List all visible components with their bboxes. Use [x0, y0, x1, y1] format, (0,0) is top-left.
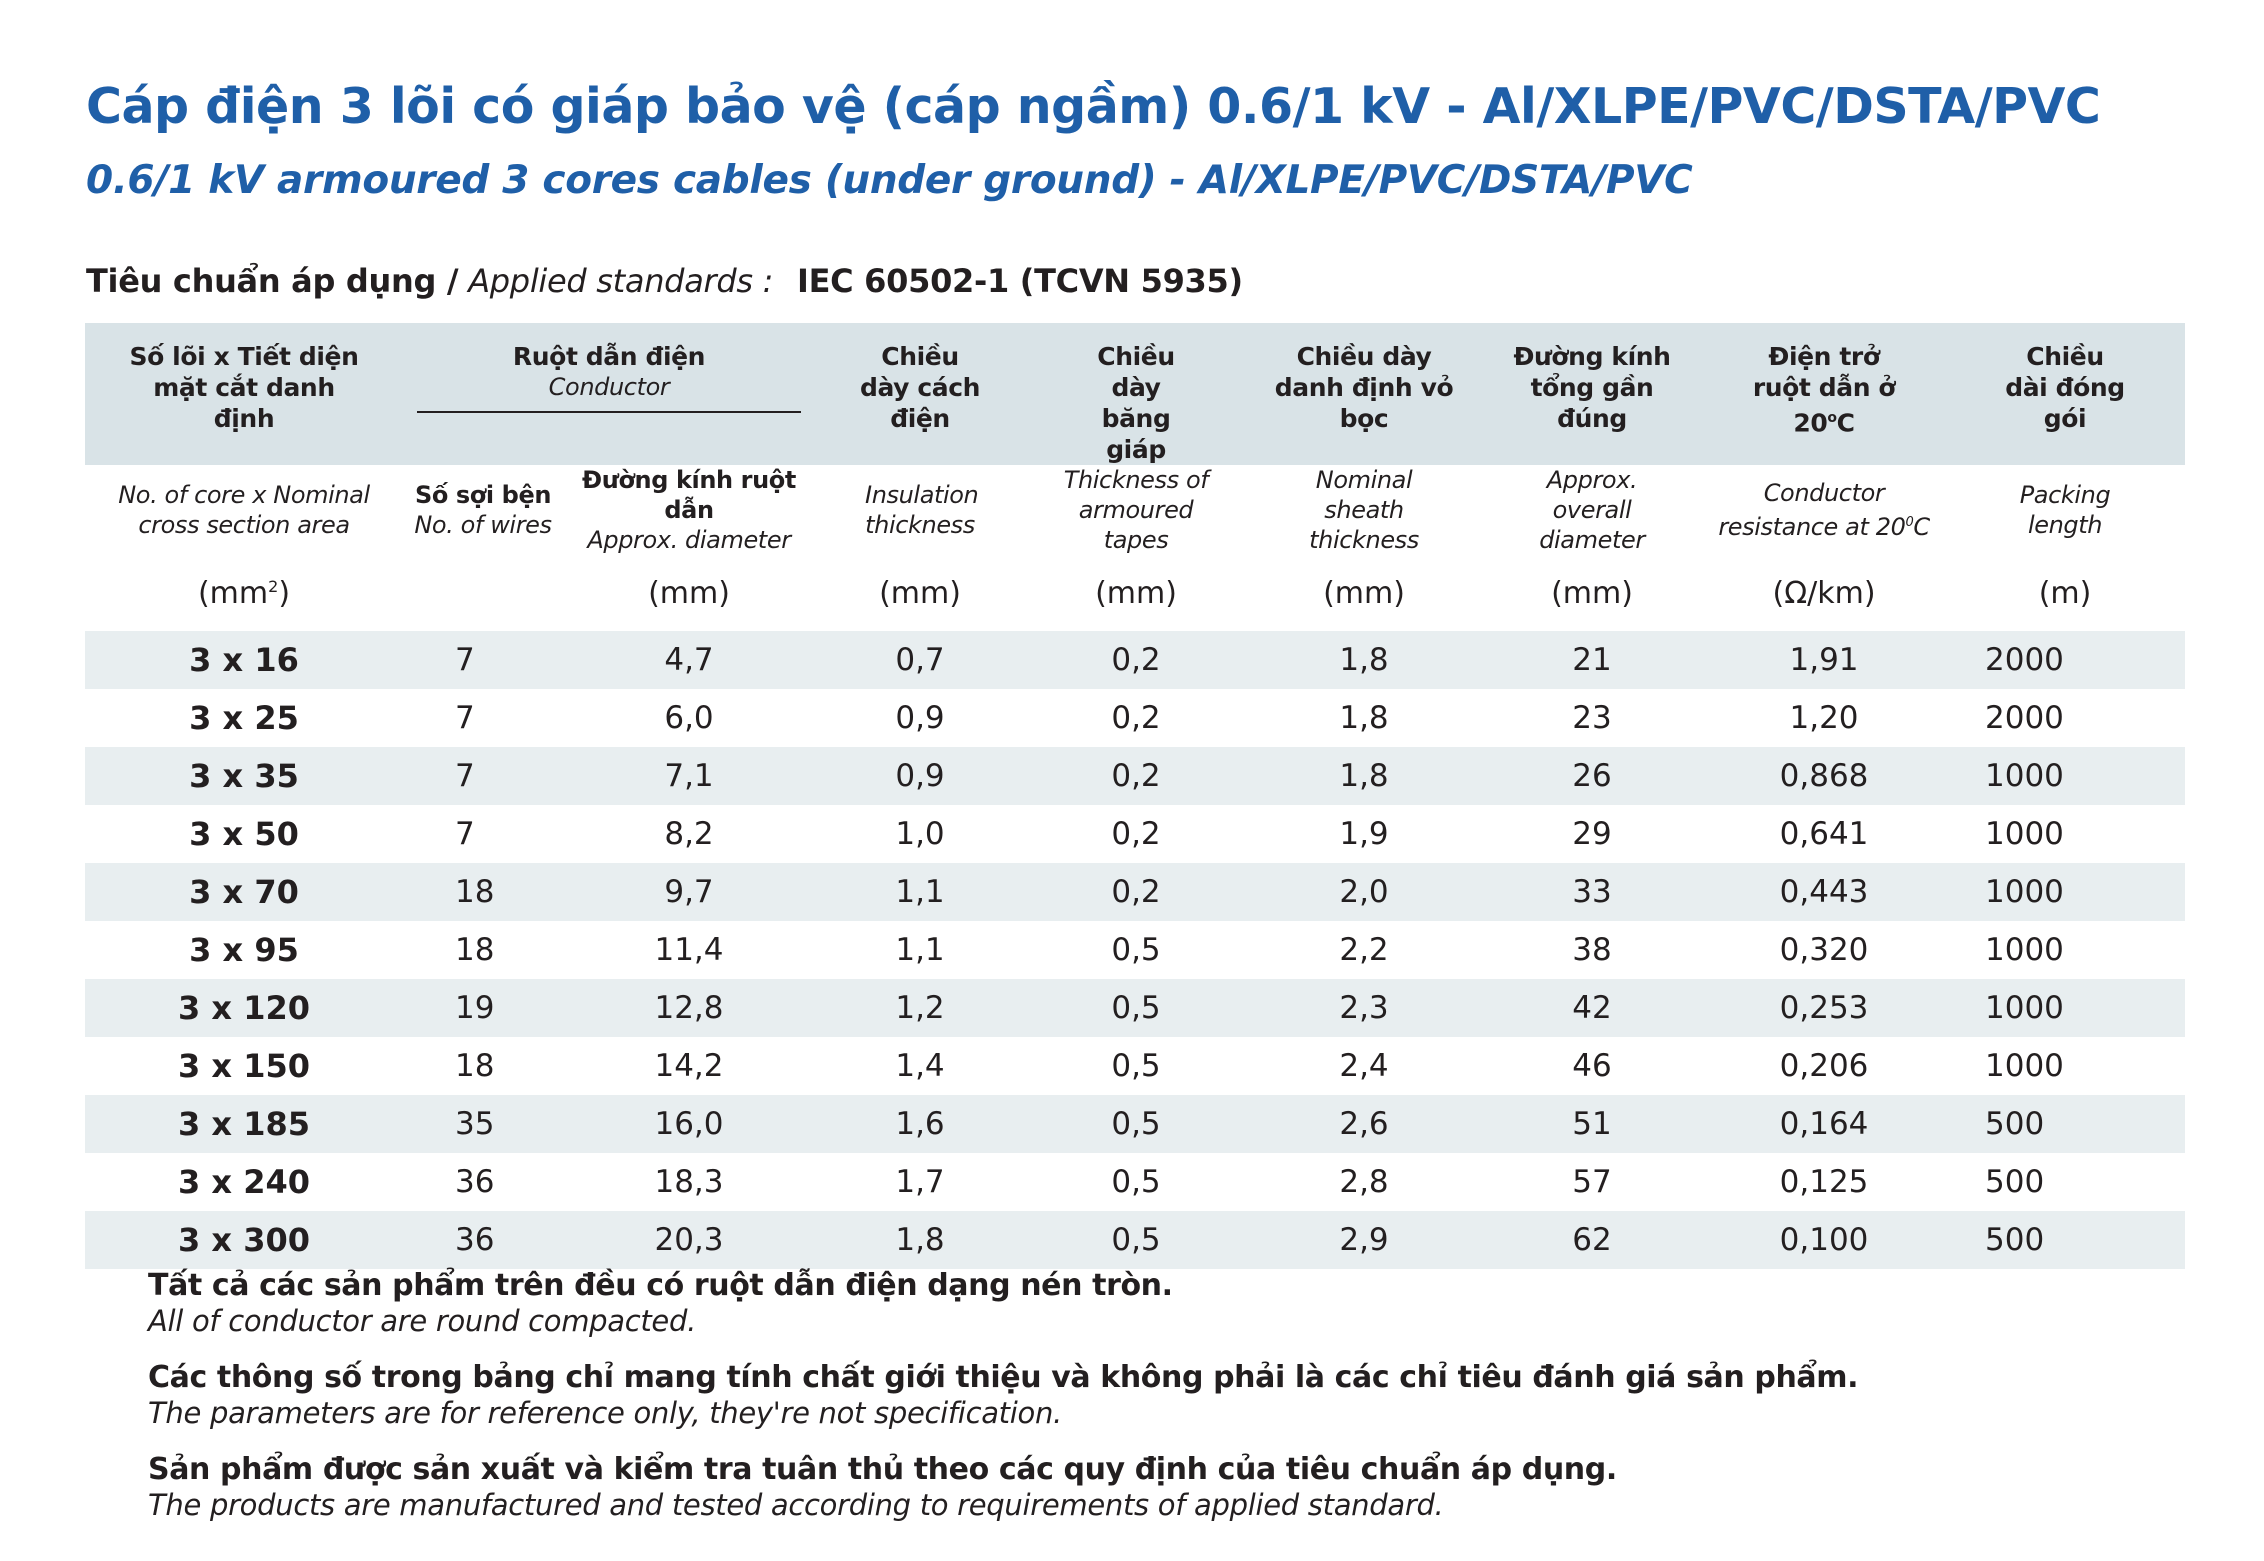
cell-packing: 1000	[1945, 1037, 2185, 1095]
cell-overall: 38	[1481, 921, 1703, 979]
cell-wires: 36	[403, 1153, 563, 1211]
cell-sheath: 2,2	[1247, 921, 1481, 979]
cell-diameter: 7,1	[563, 747, 815, 805]
cell-diameter: 14,2	[563, 1037, 815, 1095]
cell-insulation: 1,1	[815, 863, 1025, 921]
cell-section: 3 x 16	[85, 631, 403, 689]
table-row	[85, 1095, 2185, 1153]
header-row-units	[85, 555, 2185, 631]
unit-packing: (m)	[1945, 555, 2185, 631]
note-vn: Tất cả các sản phẩm trên đều có ruột dẫn điện dạng nén tròn.	[148, 1268, 1173, 1303]
cell-armour: 0,5	[1025, 1211, 1247, 1269]
cell-resistance: 1,20	[1703, 689, 1945, 747]
cell-resistance: 0,868	[1703, 747, 1945, 805]
table-row	[85, 747, 2185, 805]
unit-insulation: (mm)	[815, 555, 1025, 631]
note-item	[148, 1268, 1858, 1338]
cell-section: 3 x 120	[85, 979, 403, 1037]
cell-wires: 7	[403, 631, 563, 689]
cell-packing: 500	[1945, 1211, 2185, 1269]
unit-sheath: (mm)	[1247, 555, 1481, 631]
col-conductor	[403, 323, 815, 465]
cell-insulation: 1,0	[815, 805, 1025, 863]
cell-resistance: 0,320	[1703, 921, 1945, 979]
cell-section: 3 x 95	[85, 921, 403, 979]
cell-armour: 0,5	[1025, 1153, 1247, 1211]
cell-armour: 0,2	[1025, 863, 1247, 921]
cell-resistance: 0,164	[1703, 1095, 1945, 1153]
cell-overall: 57	[1481, 1153, 1703, 1211]
col-packing-en: Packing length	[1945, 465, 2185, 555]
col-packing-vn: Chiều dài đóng gói	[1945, 323, 2185, 465]
cell-overall: 42	[1481, 979, 1703, 1037]
cell-armour: 0,5	[1025, 1037, 1247, 1095]
cell-sheath: 1,9	[1247, 805, 1481, 863]
cell-overall: 29	[1481, 805, 1703, 863]
cell-armour: 0,5	[1025, 921, 1247, 979]
cell-packing: 2000	[1945, 689, 2185, 747]
resistance-vn-text: Điện trở ruột dẫn ở 20	[1752, 342, 1896, 438]
cell-diameter: 18,3	[563, 1153, 815, 1211]
conductor-vn: Ruột dẫn điện	[512, 342, 706, 371]
cell-insulation: 0,9	[815, 689, 1025, 747]
note-en: The parameters are for reference only, they're not specification.	[148, 1396, 1062, 1430]
cell-sheath: 2,3	[1247, 979, 1481, 1037]
col-resistance-vn: Điện trở ruột dẫn ở 20$^o$C	[1703, 323, 1945, 465]
cell-armour: 0,2	[1025, 747, 1247, 805]
table-body	[85, 631, 2185, 1269]
cell-sheath: 1,8	[1247, 689, 1481, 747]
cell-diameter: 6,0	[563, 689, 815, 747]
table-row	[85, 1037, 2185, 1095]
cell-diameter: 20,3	[563, 1211, 815, 1269]
table-row	[85, 979, 2185, 1037]
cell-section: 3 x 25	[85, 689, 403, 747]
cell-armour: 0,2	[1025, 805, 1247, 863]
table-row	[85, 1153, 2185, 1211]
table-row	[85, 921, 2185, 979]
unit-section: $(mm^2)$	[85, 555, 403, 631]
cell-diameter: 9,7	[563, 863, 815, 921]
cell-diameter: 4,7	[563, 631, 815, 689]
cell-wires: 18	[403, 921, 563, 979]
cell-wires: 7	[403, 689, 563, 747]
cell-armour: 0,2	[1025, 631, 1247, 689]
table-row	[85, 805, 2185, 863]
unit-armour: (mm)	[1025, 555, 1247, 631]
cell-packing: 1000	[1945, 863, 2185, 921]
standards-label-vn: Tiêu chuẩn áp dụng /	[86, 262, 459, 300]
cable-spec-table	[85, 323, 2185, 1269]
cell-overall: 33	[1481, 863, 1703, 921]
cell-resistance: 1,91	[1703, 631, 1945, 689]
header-row-vn	[85, 323, 2185, 465]
col-armour-en: Thickness of armoured tapes	[1025, 465, 1247, 555]
cell-section: 3 x 70	[85, 863, 403, 921]
col-overall-vn: Đường kính tổng gần đúng	[1481, 323, 1703, 465]
table-row	[85, 689, 2185, 747]
unit-resistance: (Ω/km)	[1703, 555, 1945, 631]
cell-packing: 1000	[1945, 979, 2185, 1037]
cell-sheath: 2,6	[1247, 1095, 1481, 1153]
applied-standards	[86, 262, 1243, 300]
cell-insulation: 1,8	[815, 1211, 1025, 1269]
cell-insulation: 0,9	[815, 747, 1025, 805]
cell-overall: 51	[1481, 1095, 1703, 1153]
cell-packing: 500	[1945, 1153, 2185, 1211]
note-vn: Các thông số trong bảng chỉ mang tính chất giới thiệu và không phải là các chỉ tiêu đánh giá sản phẩm.	[148, 1360, 1859, 1395]
cell-overall: 23	[1481, 689, 1703, 747]
standards-label-en: Applied standards :	[468, 262, 774, 300]
page-subtitle: 0.6/1 kV armoured 3 cores cables (under ground) - Al/XLPE/PVC/DSTA/PVC	[86, 158, 1693, 203]
notes	[148, 1268, 1858, 1544]
cell-wires: 36	[403, 1211, 563, 1269]
cell-wires: 35	[403, 1095, 563, 1153]
cell-wires: 18	[403, 1037, 563, 1095]
cell-armour: 0,2	[1025, 689, 1247, 747]
cell-resistance: 0,641	[1703, 805, 1945, 863]
col-resistance-en: Conductor resistance at $20^0C$	[1703, 465, 1945, 555]
cell-armour: 0,5	[1025, 979, 1247, 1037]
cell-wires: 19	[403, 979, 563, 1037]
cell-overall: 21	[1481, 631, 1703, 689]
cell-overall: 26	[1481, 747, 1703, 805]
col-insulation-en: Insulation thickness	[815, 465, 1025, 555]
cell-insulation: 1,6	[815, 1095, 1025, 1153]
header-row-en	[85, 465, 2185, 555]
unit-wires	[403, 555, 563, 631]
cell-insulation: 1,2	[815, 979, 1025, 1037]
col-sheath-en: Nominal sheath thickness	[1247, 465, 1481, 555]
col-wires	[403, 465, 563, 555]
col-armour-vn: Chiều dày băng giáp	[1025, 323, 1247, 465]
table-row	[85, 1211, 2185, 1269]
col-insulation-vn: Chiều dày cách điện	[815, 323, 1025, 465]
cell-resistance: 0,253	[1703, 979, 1945, 1037]
cell-insulation: 1,7	[815, 1153, 1025, 1211]
cell-section: 3 x 300	[85, 1211, 403, 1269]
diameter-en: Approx. diameter	[587, 526, 791, 554]
note-item	[148, 1360, 1858, 1430]
note-en: The products are manufactured and tested according to requirements of applied standard.	[148, 1488, 1444, 1522]
cell-insulation: 1,1	[815, 921, 1025, 979]
cell-insulation: 0,7	[815, 631, 1025, 689]
diameter-vn: Đường kính ruột dẫn	[582, 466, 796, 524]
resistance-en-text: Conductor resistance at 20	[1718, 479, 1906, 541]
cell-resistance: 0,206	[1703, 1037, 1945, 1095]
cell-wires: 7	[403, 805, 563, 863]
cell-wires: 18	[403, 863, 563, 921]
col-section-en: No. of core x Nominal cross section area	[85, 465, 403, 555]
cell-overall: 46	[1481, 1037, 1703, 1095]
cell-sheath: 2,8	[1247, 1153, 1481, 1211]
cell-diameter: 11,4	[563, 921, 815, 979]
cell-diameter: 16,0	[563, 1095, 815, 1153]
cell-sheath: 1,8	[1247, 747, 1481, 805]
cell-sheath: 2,0	[1247, 863, 1481, 921]
col-diameter	[563, 465, 815, 555]
cell-resistance: 0,443	[1703, 863, 1945, 921]
col-section-vn: Số lõi x Tiết diện mặt cắt danh định	[85, 323, 403, 465]
col-overall-en: Approx. overall diameter	[1481, 465, 1703, 555]
unit-overall: (mm)	[1481, 555, 1703, 631]
cell-diameter: 8,2	[563, 805, 815, 863]
cell-section: 3 x 185	[85, 1095, 403, 1153]
cell-resistance: 0,125	[1703, 1153, 1945, 1211]
unit-section-text: (mm	[197, 575, 269, 611]
cell-sheath: 2,4	[1247, 1037, 1481, 1095]
cell-packing: 1000	[1945, 805, 2185, 863]
cell-packing: 500	[1945, 1095, 2185, 1153]
cell-section: 3 x 150	[85, 1037, 403, 1095]
cell-packing: 1000	[1945, 921, 2185, 979]
page-title: Cáp điện 3 lõi có giáp bảo vệ (cáp ngầm) 0.6/1 kV - Al/XLPE/PVC/DSTA/PVC	[86, 78, 2101, 135]
table-row	[85, 863, 2185, 921]
cell-wires: 7	[403, 747, 563, 805]
cell-sheath: 2,9	[1247, 1211, 1481, 1269]
conductor-en: Conductor	[548, 373, 670, 401]
cell-section: 3 x 50	[85, 805, 403, 863]
conductor-underline	[417, 411, 801, 413]
cell-insulation: 1,4	[815, 1037, 1025, 1095]
wires-vn: Số sợi bện	[414, 481, 552, 509]
cell-resistance: 0,100	[1703, 1211, 1945, 1269]
table-row	[85, 631, 2185, 689]
note-vn: Sản phẩm được sản xuất và kiểm tra tuân thủ theo các quy định của tiêu chuẩn áp dụng.	[148, 1452, 1617, 1487]
cell-armour: 0,5	[1025, 1095, 1247, 1153]
cell-diameter: 12,8	[563, 979, 815, 1037]
unit-diameter: (mm)	[563, 555, 815, 631]
note-item	[148, 1452, 1858, 1522]
col-sheath-vn: Chiều dày danh định vỏ bọc	[1247, 323, 1481, 465]
cell-sheath: 1,8	[1247, 631, 1481, 689]
note-en: All of conductor are round compacted.	[148, 1304, 697, 1338]
wires-en: No. of wires	[414, 511, 552, 539]
standards-value: IEC 60502-1 (TCVN 5935)	[796, 262, 1243, 300]
cell-overall: 62	[1481, 1211, 1703, 1269]
cell-section: 3 x 240	[85, 1153, 403, 1211]
cell-packing: 1000	[1945, 747, 2185, 805]
cell-packing: 2000	[1945, 631, 2185, 689]
cell-section: 3 x 35	[85, 747, 403, 805]
